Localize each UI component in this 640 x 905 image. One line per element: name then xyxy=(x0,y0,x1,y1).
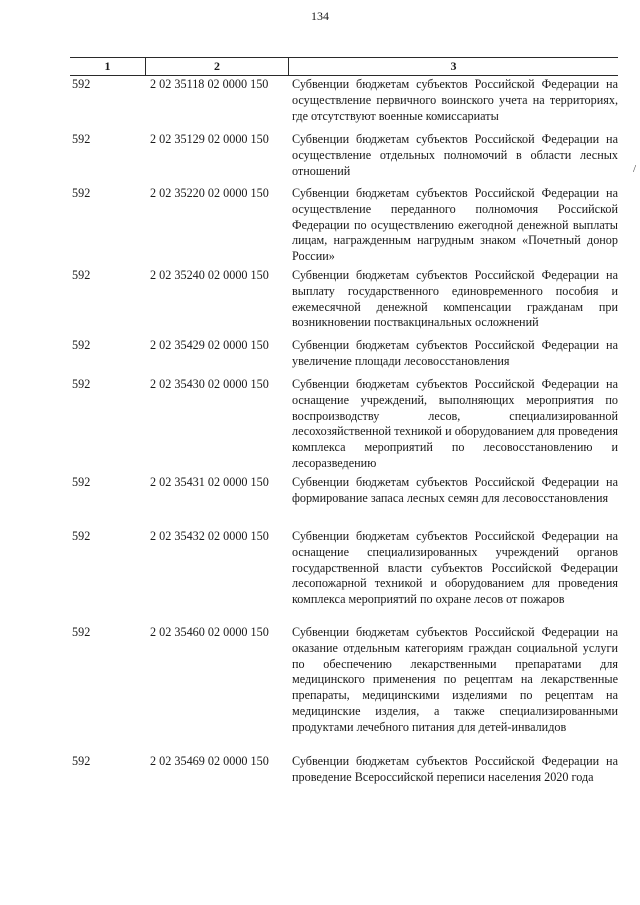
kbk-code: 2 02 35430 02 0000 150 xyxy=(150,377,269,391)
admin-code: 592 xyxy=(72,132,91,146)
admin-code: 592 xyxy=(72,475,91,489)
kbk-code: 2 02 35460 02 0000 150 xyxy=(150,625,269,639)
budget-codes-table xyxy=(70,57,618,784)
margin-mark: / xyxy=(632,163,636,175)
admin-code: 592 xyxy=(72,625,91,639)
admin-code: 592 xyxy=(72,186,91,200)
row-description: Субвенции бюджетам субъектов Российской Федерации на проведение Всероссийской переписи населения 2020 года xyxy=(292,754,618,784)
kbk-code: 2 02 35432 02 0000 150 xyxy=(150,529,269,543)
admin-code: 592 xyxy=(72,268,91,282)
admin-code: 592 xyxy=(72,377,91,391)
row-description: Субвенции бюджетам субъектов Российской Федерации на оказание отдельным категориям граждан социальной услуги по обеспечению лекарственными препаратами для медицинского применения по рецептам на лекарственные препараты, медицинскими изделиями по рецептам на медицинские изделия, а также специализированными продуктами лечебного питания для детей-инвалидов xyxy=(292,625,618,734)
admin-code: 592 xyxy=(72,754,91,768)
row-description: Субвенции бюджетам субъектов Российской Федерации на осуществление первичного воинского учета на территориях, где отсутствуют военные комиссариаты xyxy=(292,77,618,123)
admin-code: 592 xyxy=(72,77,91,91)
admin-code: 592 xyxy=(72,338,91,352)
kbk-code: 2 02 35129 02 0000 150 xyxy=(150,132,269,146)
column-header-1: 1 xyxy=(70,58,146,75)
table-header xyxy=(70,57,618,76)
kbk-code: 2 02 35240 02 0000 150 xyxy=(150,268,269,282)
row-description: Субвенции бюджетам субъектов Российской Федерации на оснащение специализированных учреждений органов государственной власти субъектов Российской Федерации лесопожарной техникой и оборудованием для проведения комплекса мероприятий по охране лесов от пожаров xyxy=(292,529,618,607)
kbk-code: 2 02 35429 02 0000 150 xyxy=(150,338,269,352)
row-description: Субвенции бюджетам субъектов Российской Федерации на осуществление отдельных полномочий в области лесных отношений xyxy=(292,132,618,178)
row-description: Субвенции бюджетам субъектов Российской Федерации на оснащение учреждений, выполняющих мероприятия по воспроизводству лесов, специализированной лесохозяйственной техникой и оборудованием для проведения комплекса мероприятий по лесовосстановлению и лесоразведению xyxy=(292,377,618,470)
kbk-code: 2 02 35431 02 0000 150 xyxy=(150,475,269,489)
row-description: Субвенции бюджетам субъектов Российской Федерации на формирование запаса лесных семян для лесовосстановления xyxy=(292,475,618,505)
kbk-code: 2 02 35118 02 0000 150 xyxy=(150,77,269,91)
row-description: Субвенции бюджетам субъектов Российской Федерации на выплату государственного единовременного пособия и ежемесячной денежной компенсации гражданам при возникновении поствакцинальных осложнений xyxy=(292,268,618,330)
row-description: Субвенции бюджетам субъектов Российской Федерации на осуществление переданного полномочия Российской Федерации по осуществлению ежегодной денежной выплаты лицам, награжденным нагрудным знаком «Почетный донор России» xyxy=(292,186,618,264)
kbk-code: 2 02 35469 02 0000 150 xyxy=(150,754,269,768)
row-description: Субвенции бюджетам субъектов Российской Федерации на увеличение площади лесовосстановления xyxy=(292,338,618,368)
admin-code: 592 xyxy=(72,529,91,543)
kbk-code: 2 02 35220 02 0000 150 xyxy=(150,186,269,200)
column-header-3: 3 xyxy=(450,59,457,73)
column-header-2: 2 xyxy=(146,58,289,75)
page-number: 134 xyxy=(311,9,329,23)
